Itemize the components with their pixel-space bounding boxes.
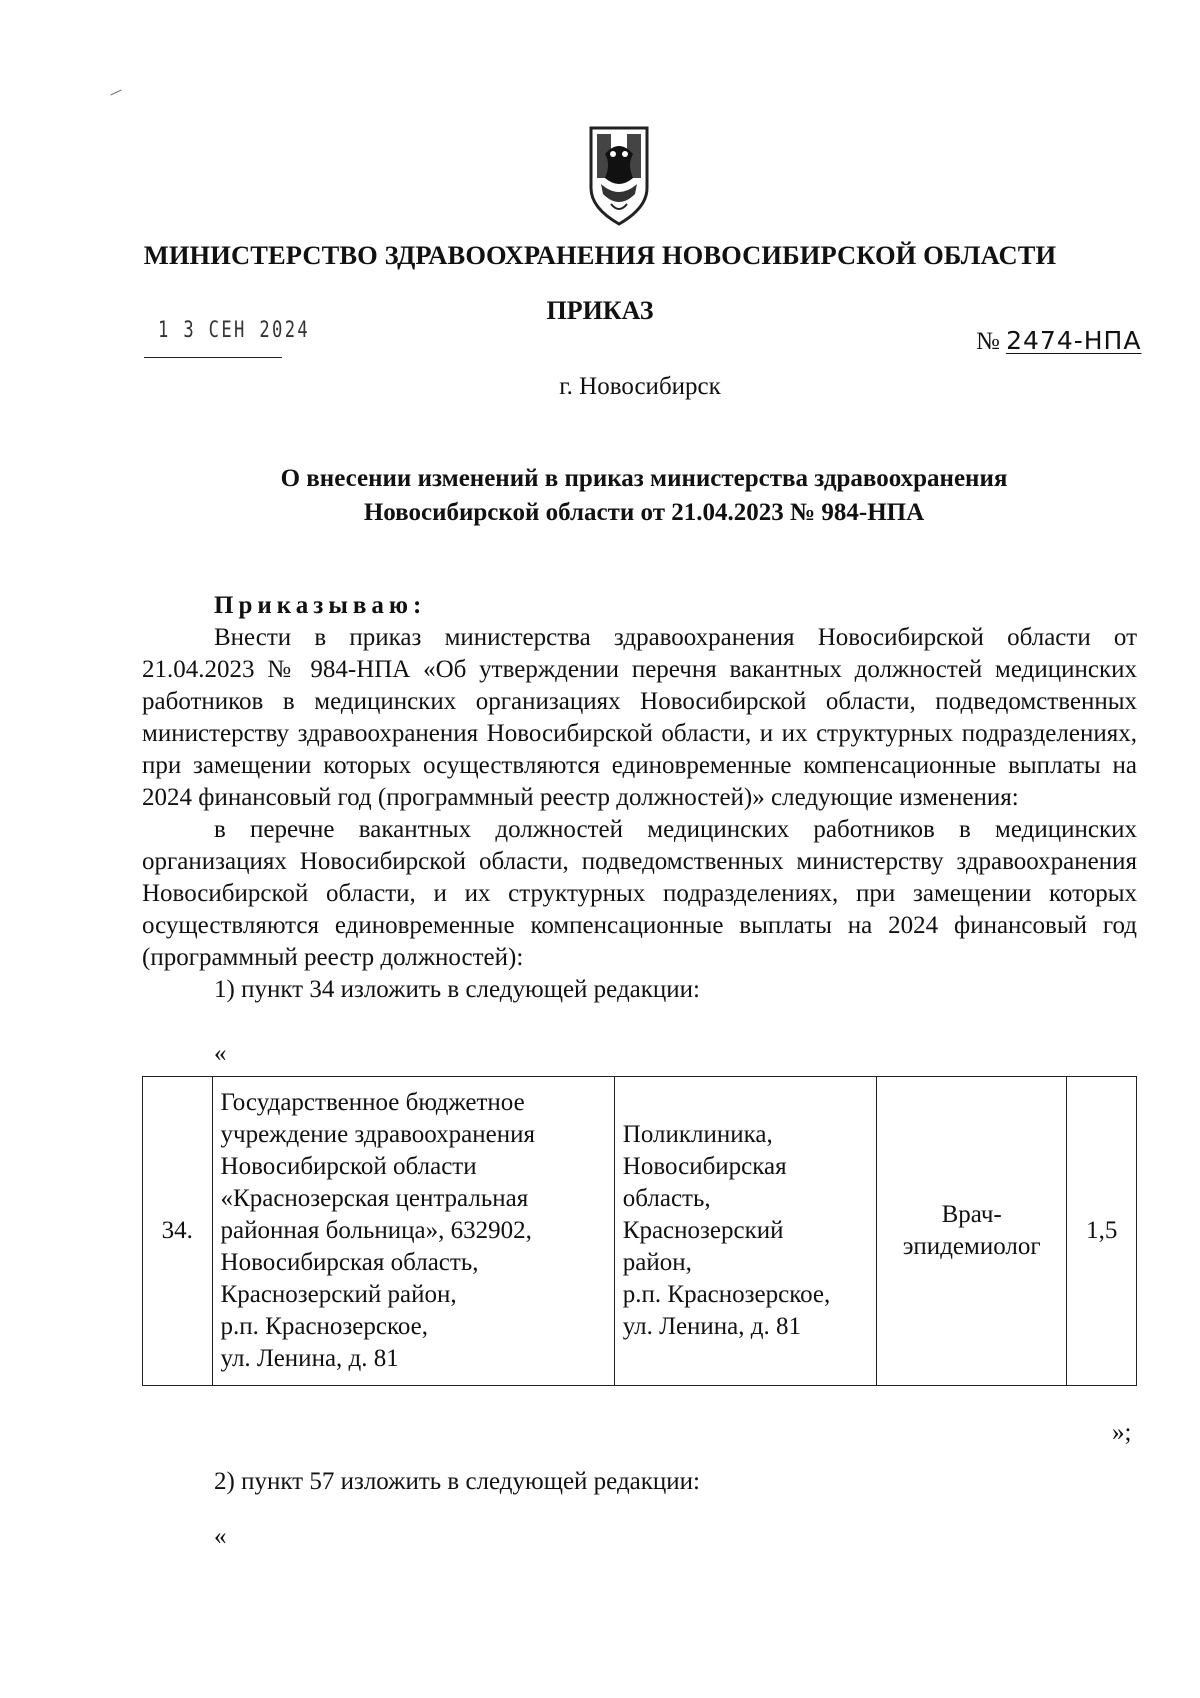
quote-open: « bbox=[214, 1040, 227, 1067]
amendment-table bbox=[142, 1076, 1137, 1386]
coat-of-arms-icon bbox=[587, 124, 651, 228]
cell-position: Врач- эпидемиолог bbox=[876, 1077, 1067, 1386]
cell-rate: 1,5 bbox=[1067, 1077, 1137, 1386]
cell-location: Поликлиника, Новосибирская область, Краснозерский район, р.п. Краснозерское, ул. Ленина, д. 81 bbox=[614, 1077, 876, 1386]
paragraph-1: Внести в приказ министерства здравоохранения Новосибирской области от 21.04.2023 № 984-НПА «Об утверждении перечня вакантных должностей медицинских работников в медицинских организациях Новосибирской области, подведомственных министерству здравоохранения Новосибирской области, и их структурных подразделениях, при замещении которых осуществляются единовременные компенсационные выплаты на 2024 финансовый год (программный реестр должностей)» следующие изменения: bbox=[142, 624, 1137, 811]
document-type: ПРИКАЗ bbox=[546, 296, 654, 325]
cell-number: 34. bbox=[143, 1077, 213, 1386]
order-number bbox=[976, 326, 1141, 356]
subject-line-2: Новосибирской области от 21.04.2023 № 984-НПА bbox=[363, 499, 925, 526]
date-stamp: 1 3 СЕН 2024 bbox=[158, 318, 311, 343]
handwritten-number: 2474-НПА bbox=[1006, 326, 1142, 355]
item-1: 1) пункт 34 изложить в следующей редакции: bbox=[214, 976, 700, 1003]
number-sign: № bbox=[976, 328, 1000, 355]
date-underline bbox=[144, 357, 282, 358]
scan-mark bbox=[110, 90, 121, 96]
table-row bbox=[143, 1077, 1137, 1386]
paragraph-2: в перечне вакантных должностей медицинских работников в медицинских организациях Новосибирской области, подведомственных министерству здравоохранения Новосибирской области, и их структурных подразделениях, при замещении которых осуществляются единовременные компенсационные выплаты на 2024 финансовый год (программный реестр должностей): bbox=[142, 816, 1137, 971]
ministry-name: МИНИСТЕРСТВО ЗДРАВООХРАНЕНИЯ НОВОСИБИРСКОЙ ОБЛАСТИ bbox=[143, 240, 1057, 270]
order-body-continued bbox=[142, 1466, 1137, 1498]
decree-word: Приказываю: bbox=[214, 592, 427, 619]
subject-line-1: О внесении изменений в приказ министерства здравоохранения bbox=[280, 465, 1008, 492]
order-subject bbox=[0, 462, 1200, 530]
cell-organization: Государственное бюджетное учреждение здравоохранения Новосибирской области «Краснозерская центральная районная больница», 632902, Новосибирская область, Краснозерский район, р.п. Краснозерское, ул. Ленина, д. 81 bbox=[212, 1077, 614, 1386]
quote-open-2: « bbox=[214, 1523, 227, 1550]
order-body bbox=[142, 590, 1137, 1006]
city: г. Новосибирск bbox=[559, 373, 721, 400]
quote-close: »; bbox=[1112, 1419, 1132, 1446]
item-2: 2) пункт 57 изложить в следующей редакции: bbox=[214, 1468, 700, 1495]
